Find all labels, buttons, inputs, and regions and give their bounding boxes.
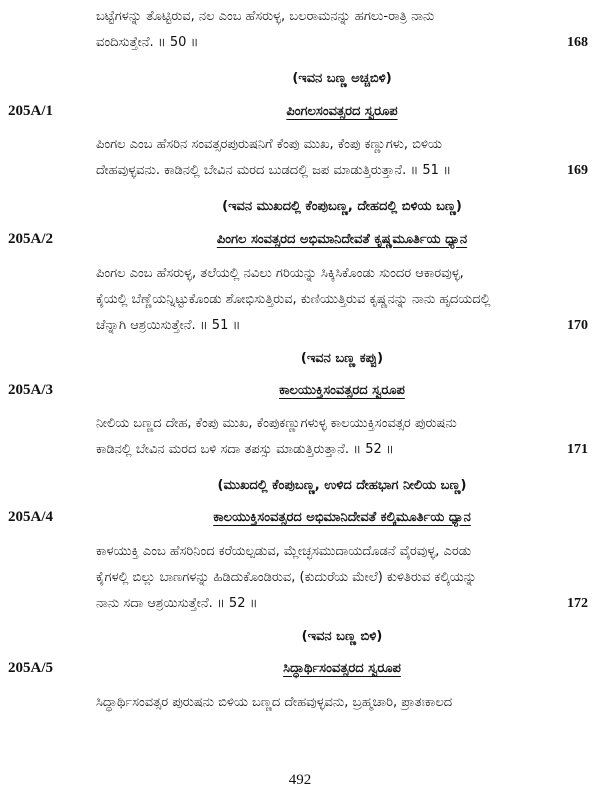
verse-number: 169	[567, 163, 588, 178]
verse-number: 170	[567, 318, 588, 333]
text-line-end: ನಾನು ಸದಾ ಆಶ್ರಯಿಸುತ್ತೇನೆ. ॥ 52 ॥	[96, 596, 258, 611]
verse-paragraph-168	[96, 4, 588, 56]
text-line: ಸಿದ್ಧಾರ್ಥಿಸಂವತ್ಸರ ಪುರುಷನು ಬಿಳಿಯ ಬಣ್ಣದ ದೇಹವುಳ್ಳವನು, ಬ್ರಹ್ಮಚಾರಿ, ಪ್ರಾತಃಕಾಲದ	[96, 695, 453, 710]
section-title: ಪಿಂಗಲ ಸಂವತ್ಸರದ ಅಭಿಮಾನಿದೇವತೆ ಕೃಷ್ಣಮೂರ್ತಿಯ ಧ್ಯಾನ	[216, 232, 468, 247]
verse-number: 172	[567, 596, 588, 611]
section-title: ಕಾಲಯುಕ್ತಿಸಂವತ್ಸರದ ಸ್ವರೂಪ	[279, 383, 405, 398]
section-title: ಸಿದ್ಧಾರ್ಥಿಸಂವತ್ಸರದ ಸ್ವರೂಪ	[283, 661, 401, 676]
verse-number: 168	[567, 35, 588, 50]
section-title: ಪಿಂಗಲಸಂವತ್ಸರದ ಸ್ವರೂಪ	[286, 104, 398, 119]
verse-paragraph-171	[96, 411, 588, 463]
text-line-end: ದೇಹವುಳ್ಳವನು. ಕಾಡಿನಲ್ಲಿ ಬೇವಿನ ಮರದ ಬುಡದಲ್ಲಿ ಜಪ ಮಾಡುತ್ತಿರುತ್ತಾನೆ. ॥ 51 ॥	[96, 163, 452, 178]
page-number: 492	[288, 772, 312, 788]
text-line: ಕಾಳಯುಕ್ತಿ ಎಂಬ ಹೆಸರಿನಿಂದ ಕರೆಯಲ್ಪಡುವ, ಮ್ಲೇಚ್ಛಸಮುದಾಯದೊಡನೆ ವೈರವುಳ್ಳ, ಎರಡು	[96, 544, 472, 559]
text-line	[96, 158, 588, 184]
section-code: 205A/2	[8, 231, 53, 247]
text-line	[96, 313, 588, 339]
text-line: ಪಿಂಗಲ ಎಂಬ ಹೆಸರುಳ್ಳ, ತಲೆಯಲ್ಲಿ ನವಿಲು ಗರಿಯನ್ನು ಸಿಕ್ಕಿಸಿಕೊಂಡು ಸುಂದರ ಆಕಾರವುಳ್ಳ,	[96, 266, 464, 281]
verse-number: 171	[567, 442, 588, 457]
text-line: ನೀಲಿಯ ಬಣ್ಣದ ದೇಹ, ಕೆಂಪು ಮುಖ, ಕೆಂಪುಕಣ್ಣುಗಳುಳ್ಳ ಕಾಲಯುಕ್ತಿಸಂವತ್ಸರ ಪುರುಷನು	[96, 416, 457, 431]
text-line	[96, 30, 588, 56]
verse-paragraph-173	[96, 690, 588, 716]
section-code: 205A/1	[8, 103, 53, 119]
color-note: (ಮುಖದಲ್ಲಿ ಕೆಂಪುಬಣ್ಣ, ಉಳಿದ ದೇಹಭಾಗ ನೀಲಿಯ ಬಣ್ಣ)	[217, 478, 467, 493]
verse-paragraph-172	[96, 539, 588, 617]
color-note: (ಇವನ ಬಣ್ಣ ಅಚ್ಚಬಿಳಿ)	[292, 71, 392, 86]
section-code: 205A/3	[8, 382, 53, 398]
section-title: ಕಾಲಯುಕ್ತಿಸಂವತ್ಸರದ ಅಭಿಮಾನಿದೇವತೆ ಕಲ್ಕಿಮೂರ್ತಿಯ ಧ್ಯಾನ	[213, 510, 471, 525]
section-code: 205A/4	[8, 509, 53, 525]
verse-paragraph-169	[96, 132, 588, 184]
text-line-end: ಚೆನ್ನಾಗಿ ಆಶ್ರಯಿಸುತ್ತೇನೆ. ॥ 51 ॥	[96, 318, 241, 333]
color-note: (ಇವನ ಮುಖದಲ್ಲಿ ಕೆಂಪುಬಣ್ಣ, ದೇಹದಲ್ಲಿ ಬಿಳಿಯ ಬಣ್ಣ)	[222, 199, 462, 214]
text-line: ಪಿಂಗಲ ಎಂಬ ಹೆಸರಿನ ಸಂವತ್ಸರಪುರುಷನಿಗೆ ಕೆಂಪು ಮುಖ, ಕೆಂಪು ಕಣ್ಣುಗಳು, ಬಿಳಿಯ	[96, 137, 442, 152]
color-note: (ಇವನ ಬಣ್ಣ ಕಪ್ಪು)	[300, 351, 384, 366]
text-line: ಕೈಯಲ್ಲಿ ಬೆಣ್ಣೆಯನ್ನಿಟ್ಟುಕೊಂಡು ಶೋಭಿಸುತ್ತಿರುವ, ಕುಣಿಯುತ್ತಿರುವ ಕೃಷ್ಣನನ್ನು ನಾನು ಹೃದಯದಲ್ಲಿ	[96, 292, 491, 307]
text-line-end: ಕಾಡಿನಲ್ಲಿ ಬೇವಿನ ಮರದ ಬಳಿ ಸದಾ ತಪಸ್ಸು ಮಾಡುತ್ತಿರುತ್ತಾನೆ. ॥ 52 ॥	[96, 442, 394, 457]
section-code: 205A/5	[8, 660, 53, 676]
color-note: (ಇವನ ಬಣ್ಣ ಬಿಳಿ)	[301, 629, 383, 644]
text-line: ಕೈಗಳಲ್ಲಿ ಬಿಲ್ಲು ಬಾಣಗಳನ್ನು ಹಿಡಿದುಕೊಂಡಿರುವ, (ಕುದುರೆಯ ಮೇಲೆ) ಕುಳಿತಿರುವ ಕಲ್ಕಿಯನ್ನು	[96, 570, 477, 585]
text-line: ಬಟ್ಟೆಗಳನ್ನು ತೊಟ್ಟಿರುವ, ನಲ ಎಂಬ ಹೆಸರುಳ್ಳ, ಬಲರಾಮನನ್ನು ಹಗಲು-ರಾತ್ರಿ ನಾನು	[96, 9, 435, 24]
verse-paragraph-170	[96, 261, 588, 339]
text-line	[96, 437, 588, 463]
text-line	[96, 591, 588, 617]
text-line-end: ವಂದಿಸುತ್ತೇನೆ. ॥ 50 ॥	[96, 35, 199, 50]
